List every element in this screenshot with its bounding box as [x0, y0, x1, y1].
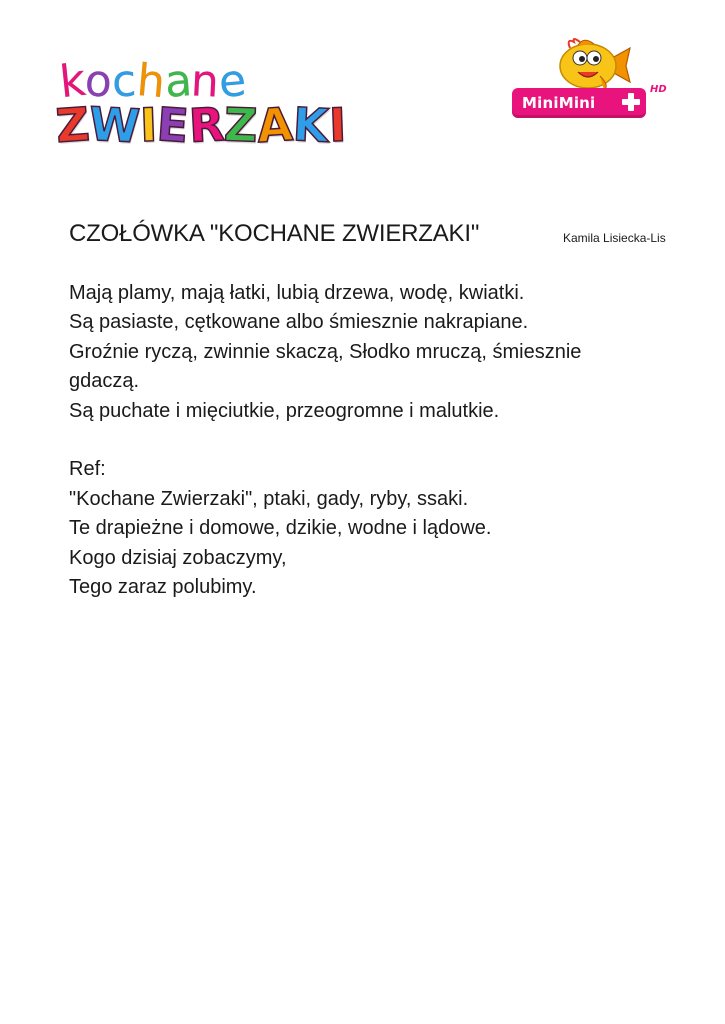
minimini-plus-hd-logo	[512, 36, 672, 122]
logo-letter: Z	[223, 97, 259, 153]
verse-line: Są pasiaste, cętkowane albo śmiesznie nakrapiane.	[69, 311, 529, 334]
refrain-label: Ref:	[69, 458, 106, 481]
logo-letter: I	[139, 97, 159, 153]
logo-letter: k	[57, 54, 89, 109]
logo-letter: A	[255, 96, 295, 154]
song-author: Kamila Lisiecka-Lis	[563, 231, 666, 245]
logo-letter: E	[155, 96, 191, 154]
logo-letter: K	[291, 97, 331, 153]
logo-letter: R	[187, 97, 226, 153]
minimini-name: MiniMini	[522, 94, 596, 112]
logo-letter: I	[327, 97, 347, 153]
refrain-line: "Kochane Zwierzaki", ptaki, gady, ryby, ssaki.	[69, 487, 469, 510]
logo-bottom-word	[54, 96, 347, 154]
song-lyrics	[69, 279, 689, 602]
yellow-fish-mascot-icon	[550, 36, 632, 96]
song-title: CZOŁÓWKA "KOCHANE ZWIERZAKI"	[69, 220, 480, 247]
refrain-line: Tego zaraz polubimy.	[69, 576, 257, 599]
verse-line: Mają plamy, mają łatki, lubią drzewa, wodę, kwiatki.	[69, 282, 525, 304]
logo-letter: n	[190, 55, 221, 108]
logo-letter: W	[87, 96, 142, 154]
logo-letter: c	[111, 55, 138, 108]
verse-line: Są puchate i mięciutkie, przeogromne i malutkie.	[69, 399, 500, 422]
logo-letter: h	[134, 54, 167, 109]
refrain-line: Kogo dzisiaj zobaczymy,	[69, 546, 287, 569]
verse-line: Groźnie ryczą, zwinnie skaczą, Słodko mruczą, śmiesznie	[69, 340, 582, 363]
verse-line: gdaczą.	[69, 370, 140, 393]
kochane-zwierzaki-logo	[56, 52, 376, 157]
refrain-line: Te drapieżne i domowe, dzikie, wodne i lądowe.	[69, 517, 492, 540]
logo-letter: Z	[54, 96, 92, 154]
logo-letter: e	[217, 54, 249, 109]
logo-letter: o	[83, 55, 115, 108]
stanza-gap	[69, 426, 689, 455]
logo-letter: a	[162, 55, 194, 108]
plus-icon	[620, 91, 642, 113]
hd-label: HD	[650, 84, 667, 95]
